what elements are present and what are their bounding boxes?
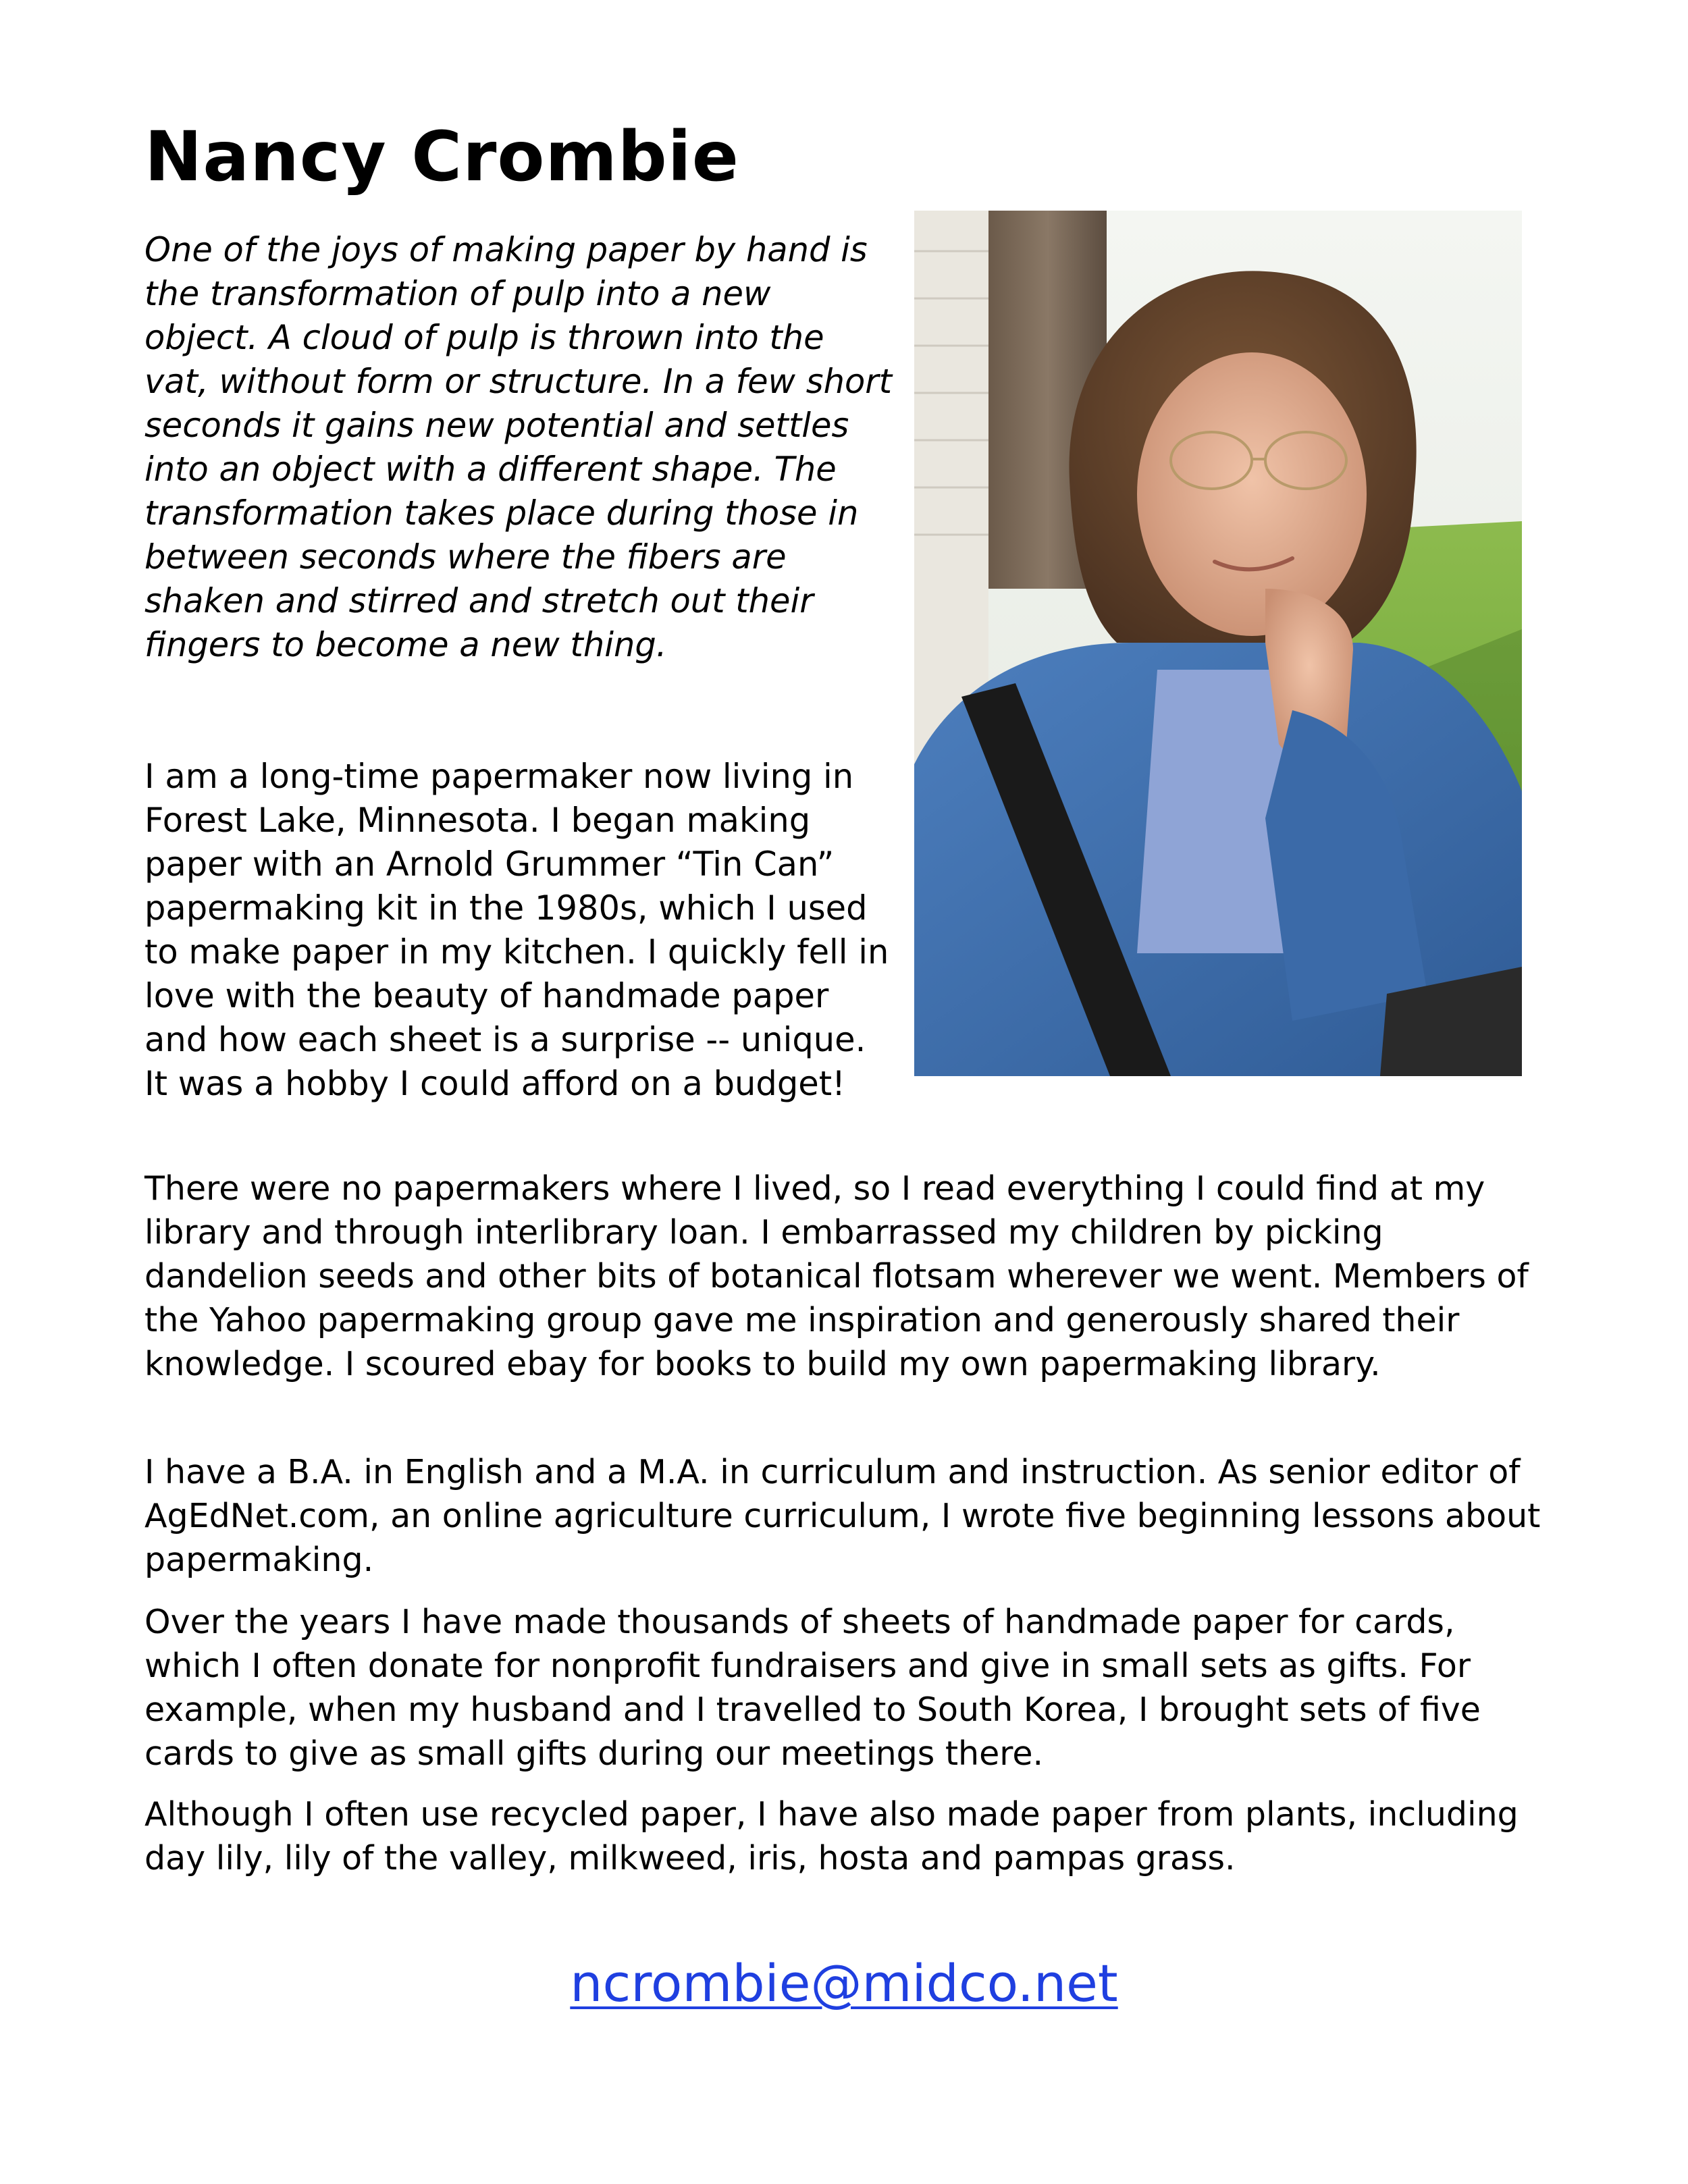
intro-paragraph: I am a long-time papermaker now living in Forest Lake, Minnesota. I began making paper with an Arnold Grummer “Tin Can” papermaking kit in the 1980s, which I used to make paper in my kitchen. I quickly fell in love with the beauty of handmade paper and how each sheet is a surprise -- unique. It was a hobby I could afford on a budget!	[144, 757, 889, 1103]
body-paragraph: Over the years I have made thousands of sheets of handmade paper for cards, which I often donate for nonprofit fundraisers and give in small sets as gifts. For example, when my husband and I travelled to South Korea, I brought sets of five cards to give as small gifts during our meetings there.	[144, 1603, 1481, 1773]
page-title: Nancy Crombie	[144, 117, 739, 197]
email-link[interactable]: ncrombie@midco.net	[570, 1953, 1118, 2013]
body-paragraph: There were no papermakers where I lived, so I read everything I could find at my library and through interlibrary loan. I embarrassed my children by picking dandelion seeds and other bits of botanical flotsam wherever we went. Members of the Yahoo papermaking group gave me inspiration and generously shared their knowledge. I scoured ebay for books to build my own papermaking library.	[144, 1169, 1529, 1383]
contact-email-line	[0, 1950, 1688, 2017]
body-paragraph: I have a B.A. in English and a M.A. in curriculum and instruction. As senior editor of AgEdNet.com, an online agriculture curriculum, I wrote five beginning lessons about papermaking.	[144, 1453, 1541, 1579]
portrait-photo	[914, 211, 1522, 1076]
body-paragraph: Although I often use recycled paper, I have also made paper from plants, including day lily, lily of the valley, milkweed, iris, hosta and pampas grass.	[144, 1795, 1519, 1877]
lead-paragraph: One of the joys of making paper by hand is the transformation of pulp into a new object. A cloud of pulp is thrown into the vat, without form or structure. In a few short seconds it gains new potential and settles into an object with a different shape. The transformation takes place during those in between seconds where the fibers are shaken and stirred and stretch out their fingers to become a new thing.	[144, 230, 892, 664]
